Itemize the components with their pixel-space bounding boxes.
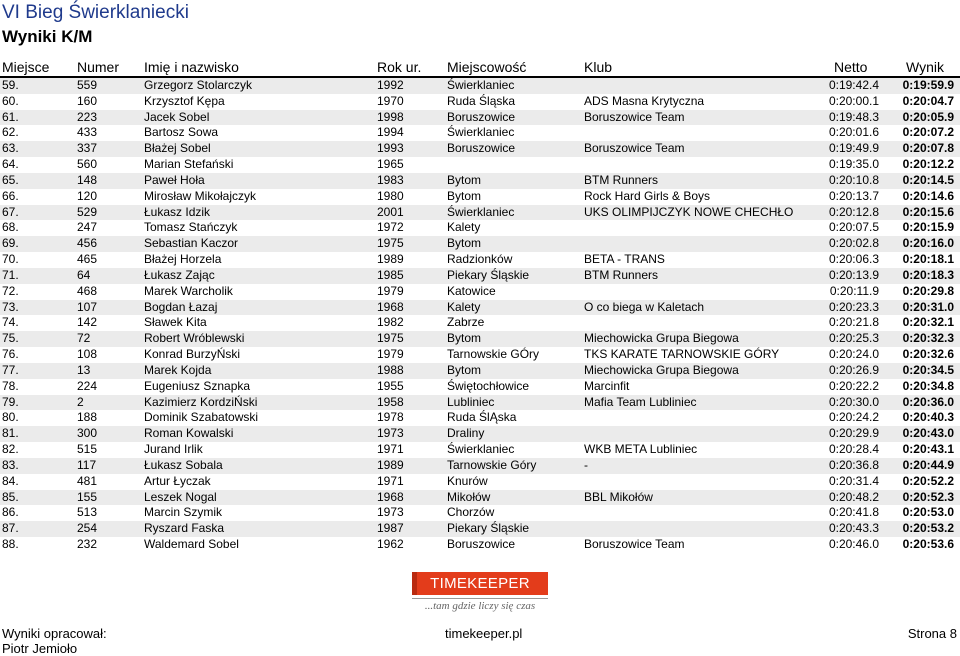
table-row (0, 505, 960, 521)
cell-netto: 0:20:22.2 (828, 378, 879, 393)
cell-poz: 79. (2, 394, 19, 409)
cell-netto: 0:20:25.3 (828, 331, 879, 346)
cell-name: Błażej Horzela (144, 252, 222, 267)
cell-name: Krzysztof Kępa (144, 93, 225, 108)
cell-num: 223 (77, 109, 98, 124)
table-row (0, 110, 960, 126)
table-row (0, 300, 960, 316)
cell-city: Ruda Śląska (447, 93, 516, 108)
cell-num: 468 (77, 283, 98, 298)
cell-poz: 73. (2, 299, 19, 314)
table-row (0, 205, 960, 221)
table-row (0, 252, 960, 268)
cell-netto: 0:19:48.3 (828, 109, 879, 124)
cell-wynik: 0:20:52.3 (902, 489, 954, 504)
cell-name: Łukasz Zając (144, 267, 215, 282)
cell-poz: 65. (2, 172, 19, 187)
cell-wynik: 0:20:07.2 (902, 125, 954, 140)
table-row (0, 410, 960, 426)
cell-poz: 76. (2, 347, 19, 362)
cell-name: Marcin Szymik (144, 505, 223, 520)
cell-num: 142 (77, 315, 98, 330)
cell-wynik: 0:20:34.5 (902, 362, 954, 377)
cell-num: 117 (77, 457, 97, 472)
table-row (0, 157, 960, 173)
cell-num: 481 (77, 473, 98, 488)
cell-city: Lubliniec (447, 394, 495, 409)
header-year: Rok ur. (377, 59, 422, 75)
table-row (0, 426, 960, 442)
cell-city: Świerklaniec (447, 78, 515, 92)
cell-netto: 0:20:43.3 (828, 521, 879, 536)
cell-netto: 0:20:36.8 (828, 457, 879, 472)
table-row (0, 395, 960, 411)
timekeeper-logo (412, 572, 548, 612)
cell-poz: 69. (2, 236, 19, 251)
cell-num: 559 (77, 78, 98, 92)
cell-netto: 0:20:24.0 (828, 347, 879, 362)
cell-wynik: 0:20:15.6 (902, 204, 954, 219)
cell-name: Roman Kowalski (144, 426, 234, 441)
cell-poz: 87. (2, 521, 19, 536)
cell-club: Mafia Team Lubliniec (584, 394, 697, 409)
table-row (0, 315, 960, 331)
header-club: Klub (584, 59, 613, 75)
cell-year: 1975 (377, 236, 404, 251)
table-row (0, 474, 960, 490)
cell-num: 433 (77, 125, 98, 140)
cell-name: Grzegorz Stolarczyk (144, 78, 253, 92)
cell-num: 108 (77, 347, 98, 362)
table-row (0, 220, 960, 236)
cell-num: 188 (77, 410, 98, 425)
cell-club: TKS KARATE TARNOWSKIE GÓRY (584, 347, 780, 362)
cell-netto: 0:20:23.3 (828, 299, 879, 314)
logo-bar (412, 572, 548, 595)
cell-city: Radzionków (447, 252, 513, 267)
cell-year: 1973 (377, 426, 404, 441)
cell-netto: 0:20:28.4 (828, 442, 879, 457)
cell-city: Katowice (447, 283, 496, 298)
cell-num: 232 (77, 537, 98, 552)
cell-city: Draliny (447, 426, 485, 441)
cell-netto: 0:20:07.5 (828, 220, 879, 235)
cell-num: 72 (77, 331, 91, 346)
footer-page-number: Strona 8 (907, 626, 957, 641)
cell-netto: 0:19:49.9 (828, 141, 879, 156)
cell-club: Marcinfit (584, 378, 630, 393)
cell-num: 513 (77, 505, 98, 520)
cell-netto: 0:19:42.4 (828, 78, 879, 92)
cell-poz: 85. (2, 489, 19, 504)
cell-name: Sebastian Kaczor (144, 236, 239, 251)
cell-club: Miechowicka Grupa Biegowa (584, 362, 739, 377)
cell-poz: 59. (2, 78, 19, 92)
cell-city: Boruszowice (447, 141, 516, 156)
cell-city: Piekary Śląskie (447, 521, 530, 536)
cell-poz: 72. (2, 283, 19, 298)
cell-name: Łukasz Sobala (144, 457, 223, 472)
cell-poz: 77. (2, 362, 19, 377)
cell-year: 1970 (377, 93, 404, 108)
cell-netto: 0:20:13.7 (828, 188, 879, 203)
logo-brand: TIMEKEEPER (430, 575, 530, 592)
table-row (0, 268, 960, 284)
cell-city: Bytom (447, 172, 482, 187)
cell-city: Świerklaniec (447, 442, 515, 457)
cell-name: Artur Łyczak (144, 473, 211, 488)
cell-year: 1973 (377, 505, 404, 520)
cell-poz: 74. (2, 315, 19, 330)
footer-website: timekeeper.pl (445, 626, 523, 641)
cell-num: 160 (77, 93, 98, 108)
cell-num: 254 (77, 521, 98, 536)
cell-club: WKB META Lubliniec (584, 442, 698, 457)
cell-num: 107 (77, 299, 98, 314)
header-poz: Miejsce (2, 59, 50, 75)
cell-city: Bytom (447, 188, 482, 203)
cell-year: 1975 (377, 331, 404, 346)
cell-poz: 84. (2, 473, 19, 488)
page-title: VI Bieg Świerklaniecki (2, 2, 189, 23)
cell-year: 1992 (377, 78, 404, 92)
cell-city: Kalety (447, 220, 481, 235)
cell-netto: 0:20:26.9 (828, 362, 879, 377)
table-row (0, 94, 960, 110)
cell-poz: 88. (2, 537, 19, 552)
footer-prepared-label: Wyniki opracował: (2, 626, 107, 641)
cell-netto: 0:20:48.2 (828, 489, 879, 504)
cell-name: Marek Kojda (144, 362, 212, 377)
header-wynik: Wynik (906, 59, 944, 75)
cell-name: Jurand Irlik (144, 442, 203, 457)
logo-tagline: ...tam gdzie liczy się czas (424, 600, 536, 612)
cell-num: 13 (77, 362, 91, 377)
cell-year: 1985 (377, 267, 404, 282)
cell-poz: 75. (2, 331, 19, 346)
cell-city: Świerklaniec (447, 125, 515, 140)
cell-num: 465 (77, 252, 98, 267)
cell-year: 1962 (377, 537, 404, 552)
cell-wynik: 0:20:32.1 (902, 315, 954, 330)
cell-club: Boruszowice Team (584, 109, 685, 124)
cell-wynik: 0:20:32.3 (902, 331, 954, 346)
cell-city: Bytom (447, 236, 482, 251)
cell-year: 1958 (377, 394, 404, 409)
cell-club: Boruszowice Team (584, 537, 685, 552)
table-header (0, 58, 960, 76)
cell-wynik: 0:20:53.2 (902, 521, 954, 536)
table-row (0, 189, 960, 205)
cell-wynik: 0:20:53.6 (902, 537, 954, 552)
cell-name: Tomasz Stańczyk (144, 220, 238, 235)
cell-wynik: 0:20:53.0 (902, 505, 954, 520)
header-city: Miejscowość (447, 59, 527, 75)
cell-poz: 61. (2, 109, 19, 124)
cell-wynik: 0:20:05.9 (902, 109, 954, 124)
cell-year: 1979 (377, 283, 404, 298)
cell-poz: 67. (2, 204, 19, 219)
results-table (0, 78, 960, 553)
cell-netto: 0:20:10.8 (828, 172, 879, 187)
cell-year: 1972 (377, 220, 404, 235)
table-row (0, 537, 960, 553)
cell-wynik: 0:20:40.3 (902, 410, 954, 425)
cell-wynik: 0:20:14.5 (902, 172, 954, 187)
cell-netto: 0:20:00.1 (828, 93, 879, 108)
cell-poz: 81. (2, 426, 19, 441)
cell-num: 2 (77, 394, 84, 409)
cell-year: 1983 (377, 172, 404, 187)
cell-year: 1968 (377, 489, 404, 504)
cell-year: 1965 (377, 157, 404, 172)
table-row (0, 442, 960, 458)
cell-num: 247 (77, 220, 98, 235)
cell-netto: 0:20:24.2 (828, 410, 879, 425)
cell-city: Świerklaniec (447, 204, 515, 219)
cell-netto: 0:20:12.8 (828, 204, 879, 219)
cell-poz: 82. (2, 442, 19, 457)
cell-club: UKS OLIMPIJCZYK NOWE CHECHŁO (584, 204, 794, 219)
cell-name: Marian Stefański (144, 157, 234, 172)
cell-num: 155 (77, 489, 98, 504)
cell-wynik: 0:20:18.3 (902, 267, 954, 282)
cell-name: Waldemard Sobel (144, 537, 239, 552)
cell-netto: 0:20:30.0 (828, 394, 879, 409)
cell-city: Bytom (447, 331, 482, 346)
cell-wynik: 0:20:07.8 (902, 141, 954, 156)
cell-name: Bartosz Sowa (144, 125, 219, 140)
cell-club: Rock Hard Girls & Boys (584, 188, 711, 203)
cell-city: Chorzów (447, 505, 495, 520)
table-row (0, 490, 960, 506)
cell-netto: 0:20:41.8 (828, 505, 879, 520)
cell-name: Kazimierz KordziŃski (144, 394, 258, 409)
cell-poz: 62. (2, 125, 19, 140)
cell-num: 515 (77, 442, 98, 457)
table-row (0, 458, 960, 474)
cell-city: Mikołów (447, 489, 491, 504)
cell-year: 1979 (377, 347, 404, 362)
cell-poz: 71. (2, 267, 19, 282)
cell-poz: 64. (2, 157, 19, 172)
cell-netto: 0:20:13.9 (828, 267, 879, 282)
cell-name: Dominik Szabatowski (144, 410, 259, 425)
cell-club: BBL Mikołów (584, 489, 653, 504)
page-subtitle: Wyniki K/M (2, 27, 93, 46)
cell-city: Zabrze (447, 315, 485, 330)
cell-name: Robert Wróblewski (144, 331, 245, 346)
cell-name: Bogdan Łazaj (144, 299, 218, 314)
cell-num: 560 (77, 157, 98, 172)
cell-year: 1987 (377, 521, 404, 536)
cell-name: Mirosław Mikołajczyk (144, 188, 257, 203)
cell-year: 2001 (377, 204, 404, 219)
cell-name: Błażej Sobel (144, 141, 211, 156)
cell-year: 1988 (377, 362, 404, 377)
cell-year: 1978 (377, 410, 404, 425)
cell-poz: 68. (2, 220, 19, 235)
cell-num: 456 (77, 236, 98, 251)
cell-name: Sławek Kita (144, 315, 207, 330)
cell-name: Konrad BurzyŃski (144, 347, 241, 362)
table-row (0, 78, 960, 94)
cell-city: Świętochłowice (447, 378, 530, 393)
cell-wynik: 0:20:16.0 (902, 236, 954, 251)
table-row (0, 331, 960, 347)
cell-netto: 0:20:02.8 (828, 236, 879, 251)
cell-name: Eugeniusz Sznapka (144, 378, 251, 393)
table-row (0, 521, 960, 537)
cell-city: Boruszowice (447, 109, 516, 124)
cell-year: 1994 (377, 125, 404, 140)
cell-year: 1955 (377, 378, 404, 393)
cell-wynik: 0:20:18.1 (902, 252, 954, 267)
cell-club: ADS Masna Krytyczna (584, 93, 705, 108)
cell-year: 1982 (377, 315, 404, 330)
cell-wynik: 0:20:14.6 (902, 188, 954, 203)
cell-name: Ryszard Faska (144, 521, 225, 536)
cell-city: Ruda ŚlĄska (447, 410, 517, 425)
cell-name: Jacek Sobel (144, 109, 210, 124)
cell-year: 1998 (377, 109, 404, 124)
cell-year: 1989 (377, 252, 404, 267)
cell-name: Paweł Hoła (144, 172, 205, 187)
cell-club: BETA - TRANS (584, 252, 665, 267)
cell-wynik: 0:20:34.8 (902, 378, 954, 393)
cell-wynik: 0:20:43.0 (902, 426, 954, 441)
cell-city: Tarnowskie GÓry (447, 347, 540, 362)
footer-prepared-by: Piotr Jemioło (2, 641, 78, 656)
cell-poz: 86. (2, 505, 19, 520)
cell-num: 64 (77, 267, 91, 282)
cell-club: - (584, 457, 588, 472)
cell-num: 120 (77, 188, 98, 203)
cell-year: 1989 (377, 457, 404, 472)
cell-netto: 0:20:01.6 (828, 125, 879, 140)
cell-wynik: 0:20:15.9 (902, 220, 954, 235)
cell-club: O co biega w Kaletach (584, 299, 705, 314)
cell-netto: 0:20:11.9 (829, 283, 879, 298)
cell-poz: 70. (2, 252, 19, 267)
cell-year: 1968 (377, 299, 404, 314)
table-row (0, 236, 960, 252)
table-row (0, 173, 960, 189)
header-name: Imię i nazwisko (144, 59, 239, 75)
cell-wynik: 0:20:31.0 (902, 299, 954, 314)
cell-poz: 63. (2, 141, 19, 156)
cell-club: Miechowicka Grupa Biegowa (584, 331, 739, 346)
header-num: Numer (77, 59, 120, 75)
cell-num: 148 (77, 172, 98, 187)
cell-netto: 0:20:31.4 (828, 473, 879, 488)
cell-year: 1971 (377, 473, 404, 488)
cell-name: Łukasz Idzik (144, 204, 211, 219)
cell-wynik: 0:19:59.9 (902, 78, 954, 92)
cell-year: 1993 (377, 141, 404, 156)
cell-wynik: 0:20:12.2 (902, 157, 954, 172)
cell-poz: 78. (2, 378, 19, 393)
cell-poz: 66. (2, 188, 19, 203)
cell-num: 300 (77, 426, 98, 441)
cell-name: Marek Warcholik (144, 283, 233, 298)
cell-wynik: 0:20:52.2 (902, 473, 954, 488)
cell-poz: 83. (2, 457, 19, 472)
cell-year: 1971 (377, 442, 404, 457)
table-row (0, 379, 960, 395)
cell-netto: 0:20:06.3 (828, 252, 879, 267)
cell-club: Boruszowice Team (584, 141, 685, 156)
cell-name: Leszek Nogal (144, 489, 217, 504)
table-row (0, 125, 960, 141)
table-row (0, 363, 960, 379)
cell-wynik: 0:20:36.0 (902, 394, 954, 409)
cell-netto: 0:20:46.0 (828, 537, 879, 552)
cell-netto: 0:20:29.9 (828, 426, 879, 441)
cell-netto: 0:20:21.8 (828, 315, 879, 330)
cell-wynik: 0:20:04.7 (902, 93, 954, 108)
cell-year: 1980 (377, 188, 404, 203)
cell-wynik: 0:20:44.9 (902, 457, 954, 472)
cell-wynik: 0:20:43.1 (902, 442, 954, 457)
cell-city: Piekary Śląskie (447, 267, 530, 282)
cell-wynik: 0:20:32.6 (902, 347, 954, 362)
cell-city: Boruszowice (447, 537, 516, 552)
cell-city: Kalety (447, 299, 481, 314)
table-row (0, 284, 960, 300)
table-row (0, 347, 960, 363)
cell-num: 529 (77, 204, 98, 219)
cell-num: 337 (77, 141, 98, 156)
cell-city: Knurów (447, 473, 488, 488)
table-row (0, 141, 960, 157)
cell-club: BTM Runners (584, 267, 659, 282)
cell-city: Tarnowskie Góry (447, 457, 537, 472)
cell-poz: 80. (2, 410, 19, 425)
header-netto: Netto (834, 59, 868, 75)
cell-num: 224 (77, 378, 98, 393)
cell-club: BTM Runners (584, 172, 659, 187)
cell-poz: 60. (2, 93, 19, 108)
cell-wynik: 0:20:29.8 (902, 283, 954, 298)
cell-city: Bytom (447, 362, 482, 377)
logo-divider (412, 598, 548, 599)
cell-netto: 0:19:35.0 (828, 157, 879, 172)
